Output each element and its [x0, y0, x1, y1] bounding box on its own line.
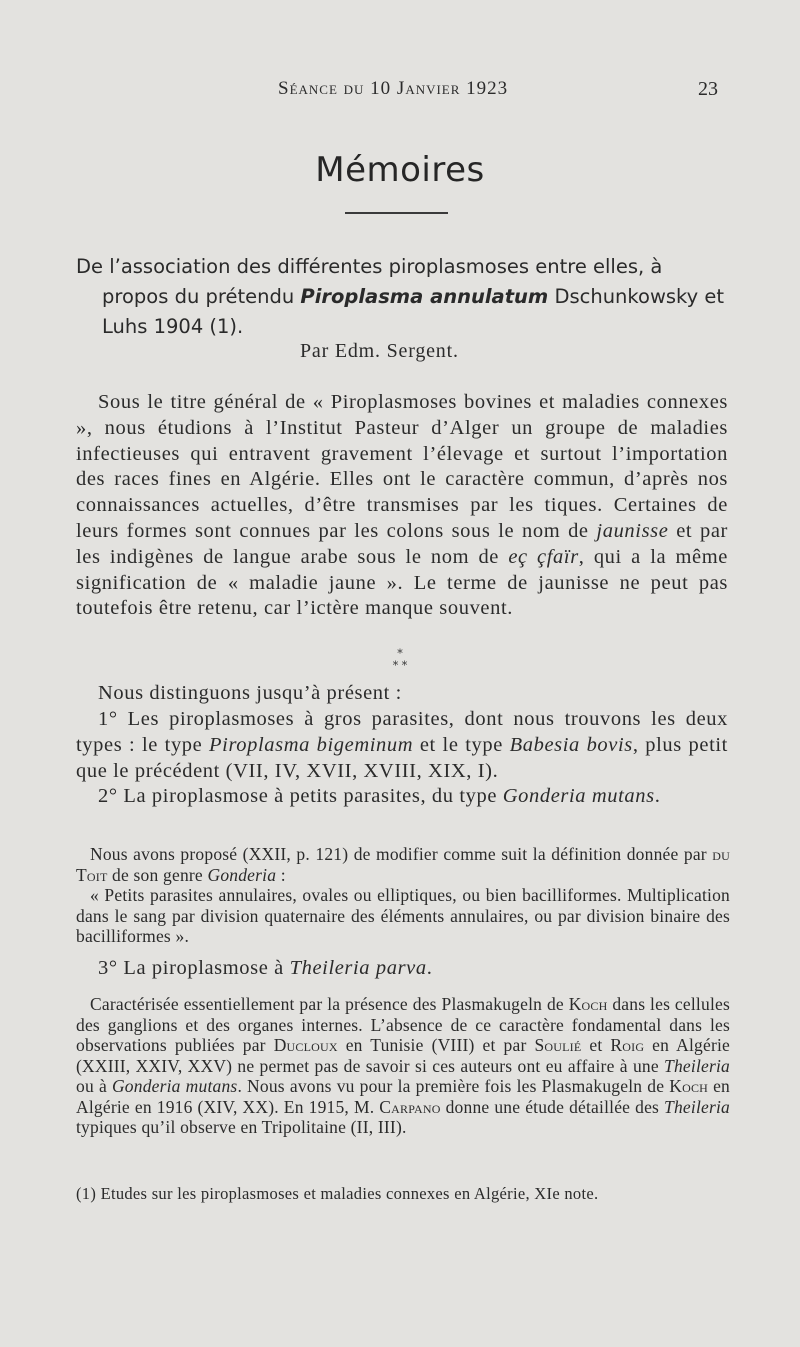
- s3-soulie: Soulié: [534, 1035, 582, 1055]
- article-title-line1: De l’association des différentes piroplasmoses entre elles, à: [76, 255, 663, 278]
- title-text: propos du prétendu: [102, 285, 301, 308]
- item3-b: .: [426, 957, 433, 979]
- title-species: Piroplasma annulatum: [300, 285, 549, 308]
- running-head: [0, 78, 800, 108]
- s3-koch1: Koch: [568, 994, 608, 1014]
- intro-text-b: et par les indigènes de langue arabe sous le nom de: [76, 519, 728, 568]
- s3-d: et: [581, 1035, 611, 1055]
- intro-jaunisse: jaunisse: [596, 519, 669, 542]
- item-1: [76, 707, 728, 784]
- title-rule: [345, 212, 448, 214]
- s3-g: . Nous avons vu pour la première fois les Plasmakugeln de: [237, 1076, 670, 1096]
- s3-a: Caractérisée essentiellement par la présence des Plasmakugeln de: [90, 994, 569, 1014]
- separator-bottom: * *: [392, 659, 408, 672]
- separator-top: *: [397, 647, 403, 660]
- title-authors: Dschunkowsky et: [548, 285, 725, 308]
- item-3: [76, 956, 728, 982]
- small1-genus: Gonderia: [207, 864, 277, 885]
- section-title: Mémoires: [315, 150, 485, 190]
- byline: Par Edm. Sergent.: [300, 340, 459, 362]
- small1-b: de son genre: [107, 864, 208, 885]
- item2-b: .: [654, 785, 661, 807]
- separator-stars: [0, 648, 800, 672]
- article-title-line2: [76, 282, 730, 312]
- item3-a: 3° La piroplasmose à: [98, 957, 290, 979]
- s3-f: ou à: [76, 1076, 112, 1096]
- s3-theileria2: Theileria: [664, 1096, 730, 1117]
- definition-quote: [76, 885, 730, 947]
- item1-c: , plus petit que le précédent (VII, IV, XVII, XVIII, XIX, I).: [76, 733, 728, 782]
- s3-theileria1: Theileria: [664, 1055, 730, 1076]
- item1-b: et le type: [413, 733, 510, 756]
- s3-gonderia: Gonderia mutans: [111, 1076, 238, 1096]
- definition-intro: [76, 844, 730, 885]
- s3-carpano: Carpano: [379, 1096, 441, 1117]
- intro-text-c: , qui a la même signification de « maladie jaune ». Le terme de jaunisse ne peut pas toutefois être retenu, car l’ictère manque souvent.: [76, 545, 729, 620]
- s3-c: en Tunisie (VIII) et par: [337, 1035, 535, 1055]
- item2-species: Gonderia mutans: [502, 785, 655, 807]
- item1-species2: Babesia bovis: [509, 733, 633, 756]
- small1-a: Nous avons proposé (XXII, p. 121) de modifier comme suit la définition donnée par: [90, 844, 713, 864]
- intro-paragraph: [76, 390, 728, 622]
- intro-text-a: Sous le titre général de « Piroplasmoses bovines et maladies connexes », nous étudions à l’Institut Pasteur d’Alger un groupe de maladies infectieuses qui entravent gravement l’élevage et surtout l’importation des races fines en Algérie. Elles ont le caractère commun, d’après nos connaissances actuelles, d’être transmises par les tiques. Certaines de leurs formes sont connues par les colons sous le nom de: [76, 391, 728, 542]
- small1-c: :: [276, 864, 286, 885]
- s3-h: en Algérie en 1916 (XIV, XX). En 1915, M.: [76, 1076, 730, 1117]
- intro-arabic: eç çfaïr: [508, 545, 579, 568]
- s3-k: typiques qu’il observe en Tripolitaine (II, III).: [76, 1117, 407, 1137]
- article-title-line3: Luhs 1904 (1).: [102, 315, 244, 338]
- item2-a: 2° La piroplasmose à petits parasites, du type: [98, 785, 503, 807]
- s3-b: dans les cellules des ganglions et des organes internes. L’absence de ce caractère fondamental dans les observations publiées par: [76, 994, 730, 1055]
- s3-ducloux: Ducloux: [273, 1035, 338, 1055]
- s3-koch2: Koch: [669, 1076, 709, 1096]
- page-number: 23: [698, 78, 718, 100]
- s3-e: en Algérie (XXIII, XXIV, XXV) ne permet pas de savoir si ces auteurs ont eu affaire à une: [76, 1035, 730, 1076]
- s3-j: donne une étude détaillée des: [440, 1096, 665, 1117]
- theileria-paragraph: [76, 994, 730, 1138]
- small1-author: du Toit: [76, 844, 730, 885]
- list-intro: [76, 681, 728, 707]
- article-title: [76, 252, 730, 342]
- item-2: [76, 784, 728, 810]
- small2-text: « Petits parasites annulaires, ovales ou elliptiques, ou bien bacilliformes. Multiplication dans le sang par division quaternaire des éléments annulaires, ou par division binaire des bacilliformes ».: [76, 885, 730, 946]
- s3-roig: Roig: [610, 1035, 645, 1055]
- running-title: Séance du 10 Janvier 1923: [278, 78, 509, 99]
- item1-species1: Piroplasma bigeminum: [209, 733, 414, 756]
- list-intro-text: Nous distinguons jusqu’à présent :: [98, 682, 402, 704]
- item3-species: Theileria parva: [289, 957, 427, 979]
- item1-a: 1° Les piroplasmoses à gros parasites, dont nous trouvons les deux types : le type: [76, 708, 728, 756]
- footnote: (1) Etudes sur les piroplasmoses et maladies connexes en Algérie, XIe note.: [76, 1184, 599, 1203]
